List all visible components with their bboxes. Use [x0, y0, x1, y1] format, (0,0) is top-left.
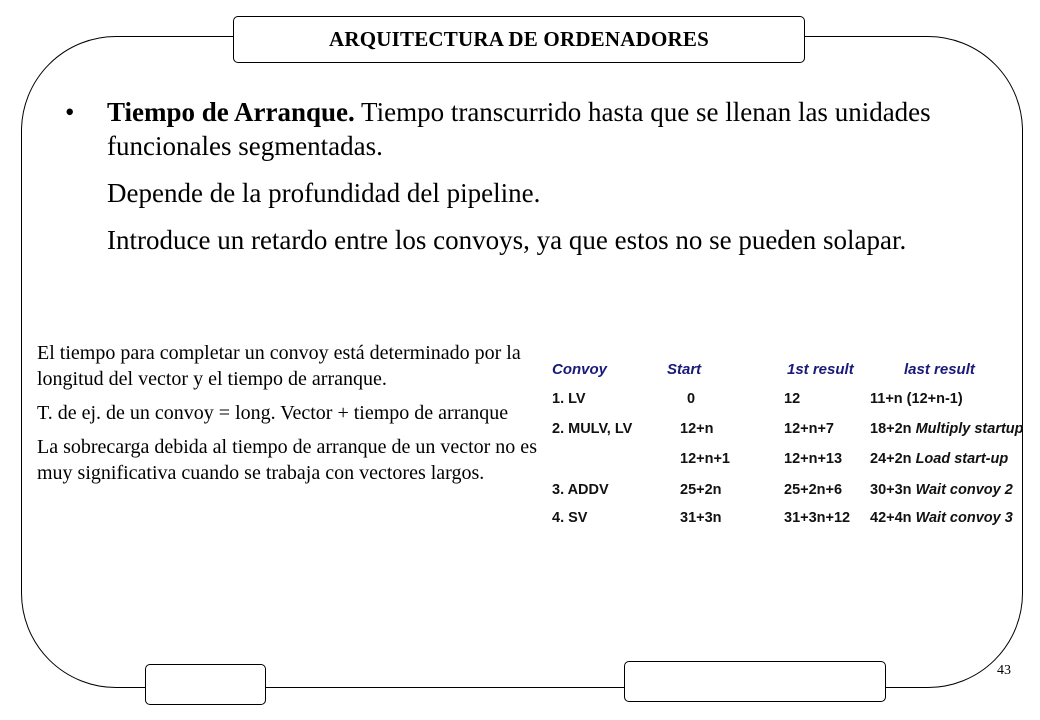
row-first-result: 12: [784, 391, 801, 407]
row-last-result: [870, 421, 1024, 437]
row-start: 31+3n: [680, 510, 722, 526]
header-convoy: Convoy: [552, 361, 608, 378]
note-overhead: La sobrecarga debida al tiempo de arranque de un vector no es muy significativa cuando se trabaja con vectores largos.: [37, 436, 537, 484]
row-convoy: 3. ADDV: [552, 482, 609, 498]
row-first-result: 12+n+13: [784, 451, 843, 467]
last-value: 42+4n: [870, 510, 912, 526]
bullet-icon: •: [65, 97, 75, 127]
slide-title-text: ARQUITECTURA DE ORDENADORES: [329, 27, 709, 51]
last-value: 11+n (12+n-1): [870, 391, 963, 407]
paragraph-delay: Introduce un retardo entre los convoys, ya que estos no se pueden solapar.: [107, 225, 907, 255]
row-first-result: 12+n+7: [784, 421, 834, 437]
last-note: Wait convoy 3: [915, 510, 1013, 526]
note-completion-time: El tiempo para completar un convoy está determinado por la longitud del vector y el tiempo de arranque.: [37, 342, 521, 390]
page-number: 43: [997, 663, 1011, 678]
row-first-result: 31+3n+12: [784, 510, 851, 526]
row-last-result: [870, 391, 963, 407]
paragraph-depends: Depende de la profundidad del pipeline.: [107, 178, 541, 208]
row-start: 25+2n: [680, 482, 722, 498]
side-notes: [37, 340, 542, 494]
last-note: Wait convoy 2: [915, 482, 1013, 498]
last-note: Load start-up: [915, 451, 1009, 467]
term: Tiempo de Arranque.: [107, 97, 355, 127]
row-convoy: 2. MULV, LV: [552, 421, 633, 437]
header-last-result: last result: [904, 361, 975, 378]
bullet-text: [107, 95, 965, 163]
header-first-result: 1st result: [787, 361, 854, 378]
row-last-result: [870, 451, 1008, 467]
last-value: 30+3n: [870, 482, 912, 498]
definition: Tiempo transcurrido hasta que se llenan las unidades funcionales segmentadas.: [107, 97, 931, 161]
bullet-item: [65, 95, 965, 163]
last-value: 24+2n: [870, 451, 912, 467]
row-start: 12+n+1: [680, 451, 730, 467]
row-start: 12+n: [680, 421, 714, 437]
convoy-table: [550, 357, 1024, 527]
slide-title: [233, 16, 805, 63]
note-execution-formula: T. de ej. de un convoy = long. Vector + tiempo de arranque: [37, 402, 509, 424]
last-note: Multiply startup: [915, 421, 1024, 437]
row-convoy: 4. SV: [552, 510, 588, 526]
main-content: [65, 95, 965, 257]
row-convoy: 1. LV: [552, 391, 586, 407]
row-start: 0: [687, 391, 696, 407]
header-start: Start: [667, 361, 702, 378]
last-value: 18+2n: [870, 421, 912, 437]
footer-left-box: [145, 664, 266, 705]
footer-right-box: [624, 661, 886, 702]
row-last-result: [870, 510, 1013, 526]
row-last-result: [870, 482, 1013, 498]
row-first-result: 25+2n+6: [784, 482, 843, 498]
